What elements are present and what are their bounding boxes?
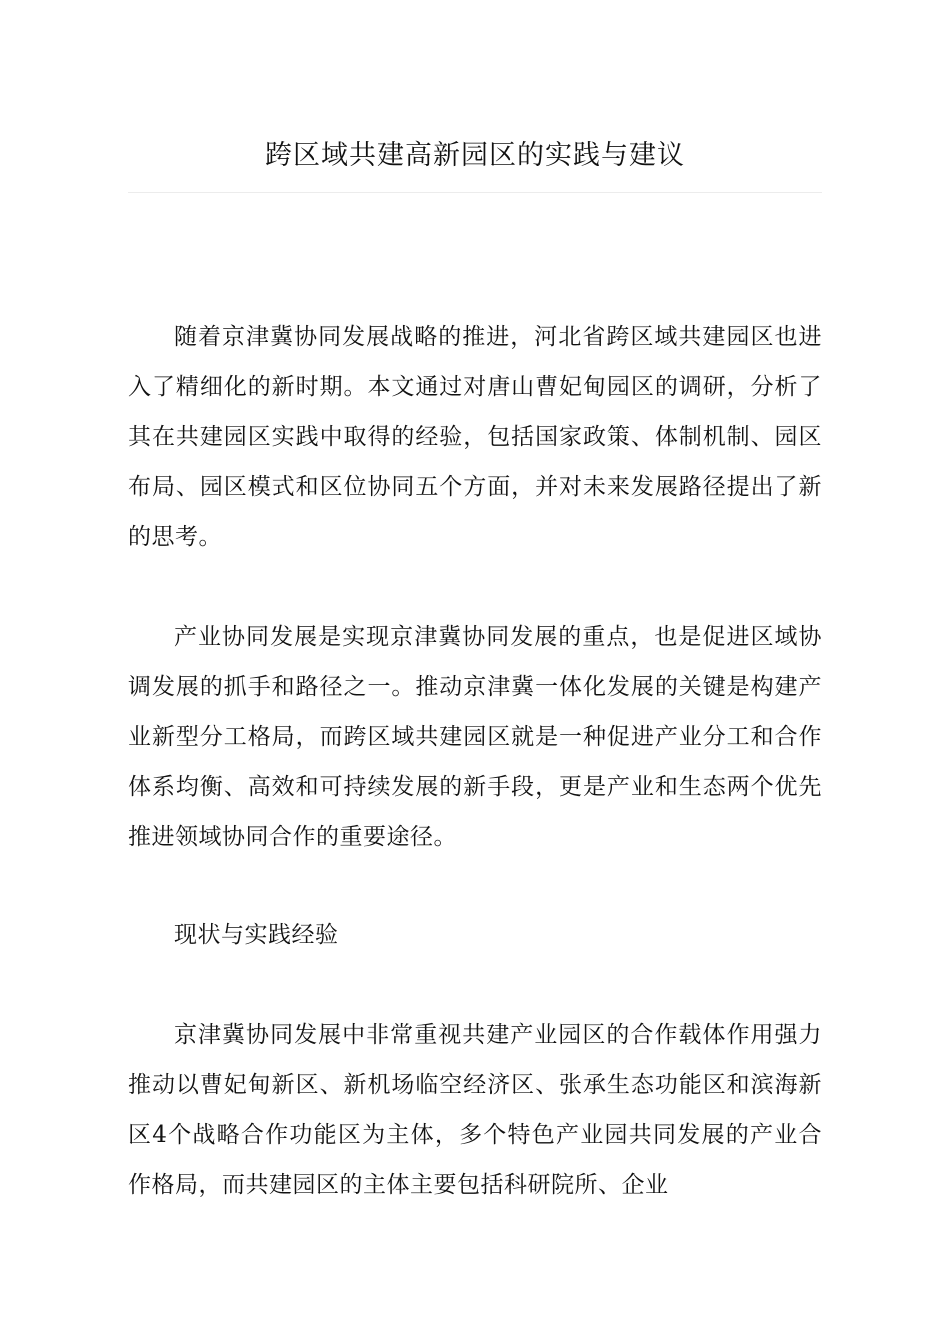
title-divider [128, 192, 822, 193]
document-title: 跨区域共建高新园区的实践与建议 [265, 140, 685, 171]
paragraph-industry-coordination: 产业协同发展是实现京津冀协同发展的重点，也是促进区域协调发展的抓手和路径之一。推动京津冀一体化发展的关键是构建产业新型分工格局，而跨区域共建园区就是一种促进产业分工和合作体系均衡、高效和可持续发展的新手段，更是产业和生态两个优先推进领域协同合作的重要途径。 [128, 624, 822, 850]
section-heading: 现状与实践经验 [174, 922, 339, 948]
paragraph-practice: 京津冀协同发展中非常重视共建产业园区的合作载体作用强力推动以曹妃甸新区、新机场临空经济区、张承生态功能区和滨海新区4个战略合作功能区为主体，多个特色产业园共同发展的产业合作格局，而共建园区的主体主要包括科研院所、企业 [128, 1022, 822, 1198]
paragraph-intro: 随着京津冀协同发展战略的推进，河北省跨区域共建园区也进入了精细化的新时期。本文通过对唐山曹妃甸园区的调研，分析了其在共建园区实践中取得的经验，包括国家政策、体制机制、园区布局、园区模式和区位协同五个方面，并对未来发展路径提出了新的思考。 [128, 324, 822, 550]
